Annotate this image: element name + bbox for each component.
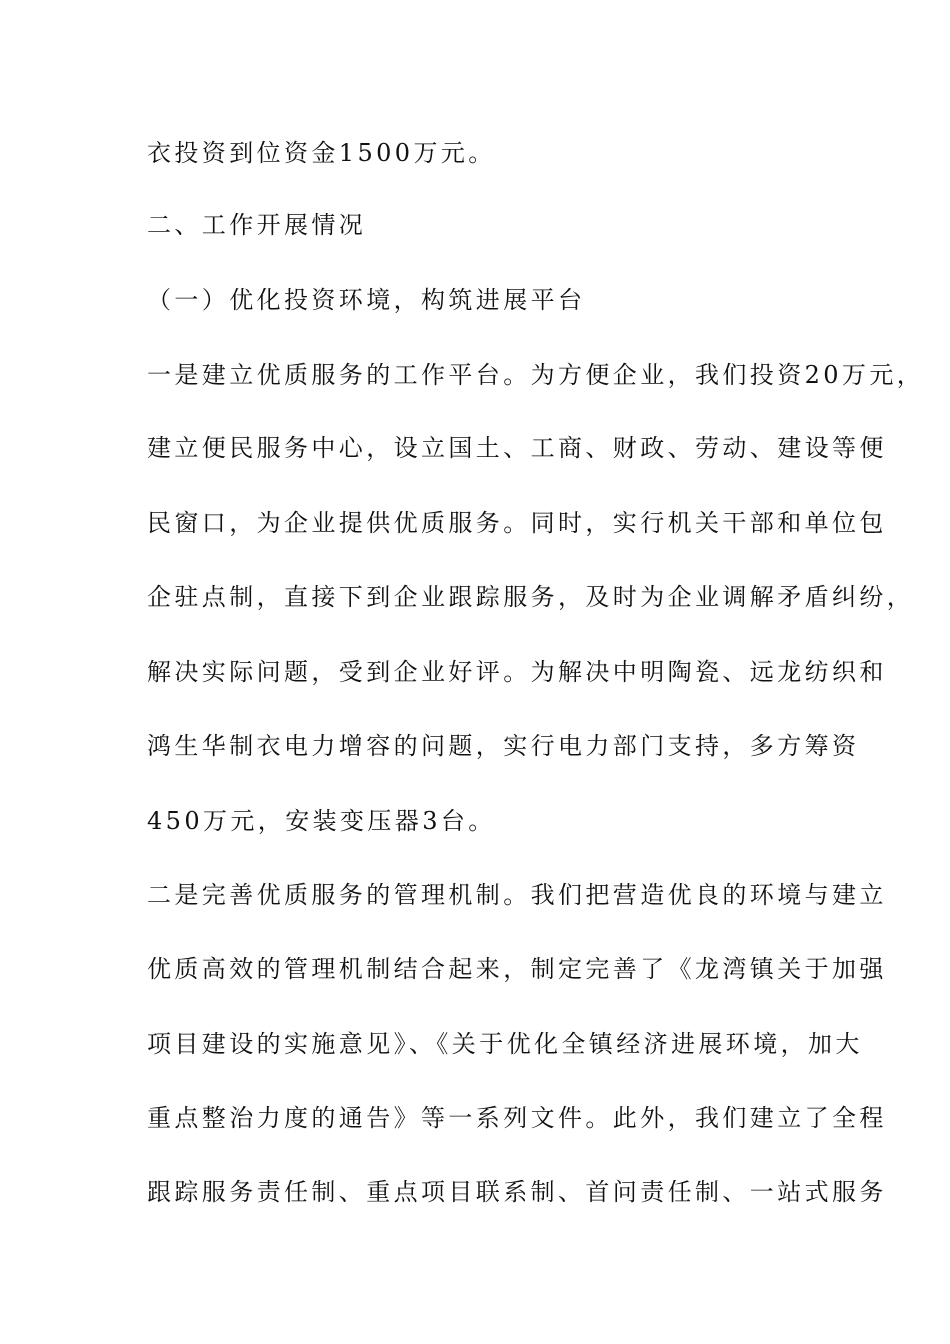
- text-line: 民窗口，为企业提供优质服务。同时，实行机关干部和单位包: [147, 509, 887, 537]
- text-line: 重点整治力度的通告》等一系列文件。此外，我们建立了全程: [147, 1104, 887, 1132]
- text-line: 衣投资到位资金1500万元。: [147, 139, 496, 167]
- text-line: 优质高效的管理机制结合起来，制定完善了《龙湾镇关于加强: [147, 955, 887, 983]
- text-line: 建立便民服务中心，设立国土、工商、财政、劳动、建设等便: [147, 434, 887, 462]
- text-line: 一是建立优质服务的工作平台。为方便企业，我们投资20万元，: [147, 361, 925, 389]
- text-line: 企驻点制，直接下到企业跟踪服务，及时为企业调解矛盾纠纷，: [147, 583, 915, 611]
- section-heading: 二、工作开展情况: [147, 211, 367, 239]
- text-line: 跟踪服务责任制、重点项目联系制、首问责任制、一站式服务: [147, 1178, 887, 1206]
- text-line: 项目建设的实施意见》、《关于优化全镇经济进展环境，加大: [147, 1030, 863, 1058]
- text-line: 解决实际问题，受到企业好评。为解决中明陶瓷、远龙纺织和: [147, 658, 887, 686]
- subsection-heading: （一）优化投资环境，构筑进展平台: [147, 286, 586, 314]
- text-line: 450万元，安装变压器3台。: [147, 807, 496, 835]
- text-line: 鸿生华制衣电力增容的问题，实行电力部门支持，多方筹资: [147, 732, 860, 760]
- text-line: 二是完善优质服务的管理机制。我们把营造优良的环境与建立: [147, 881, 887, 909]
